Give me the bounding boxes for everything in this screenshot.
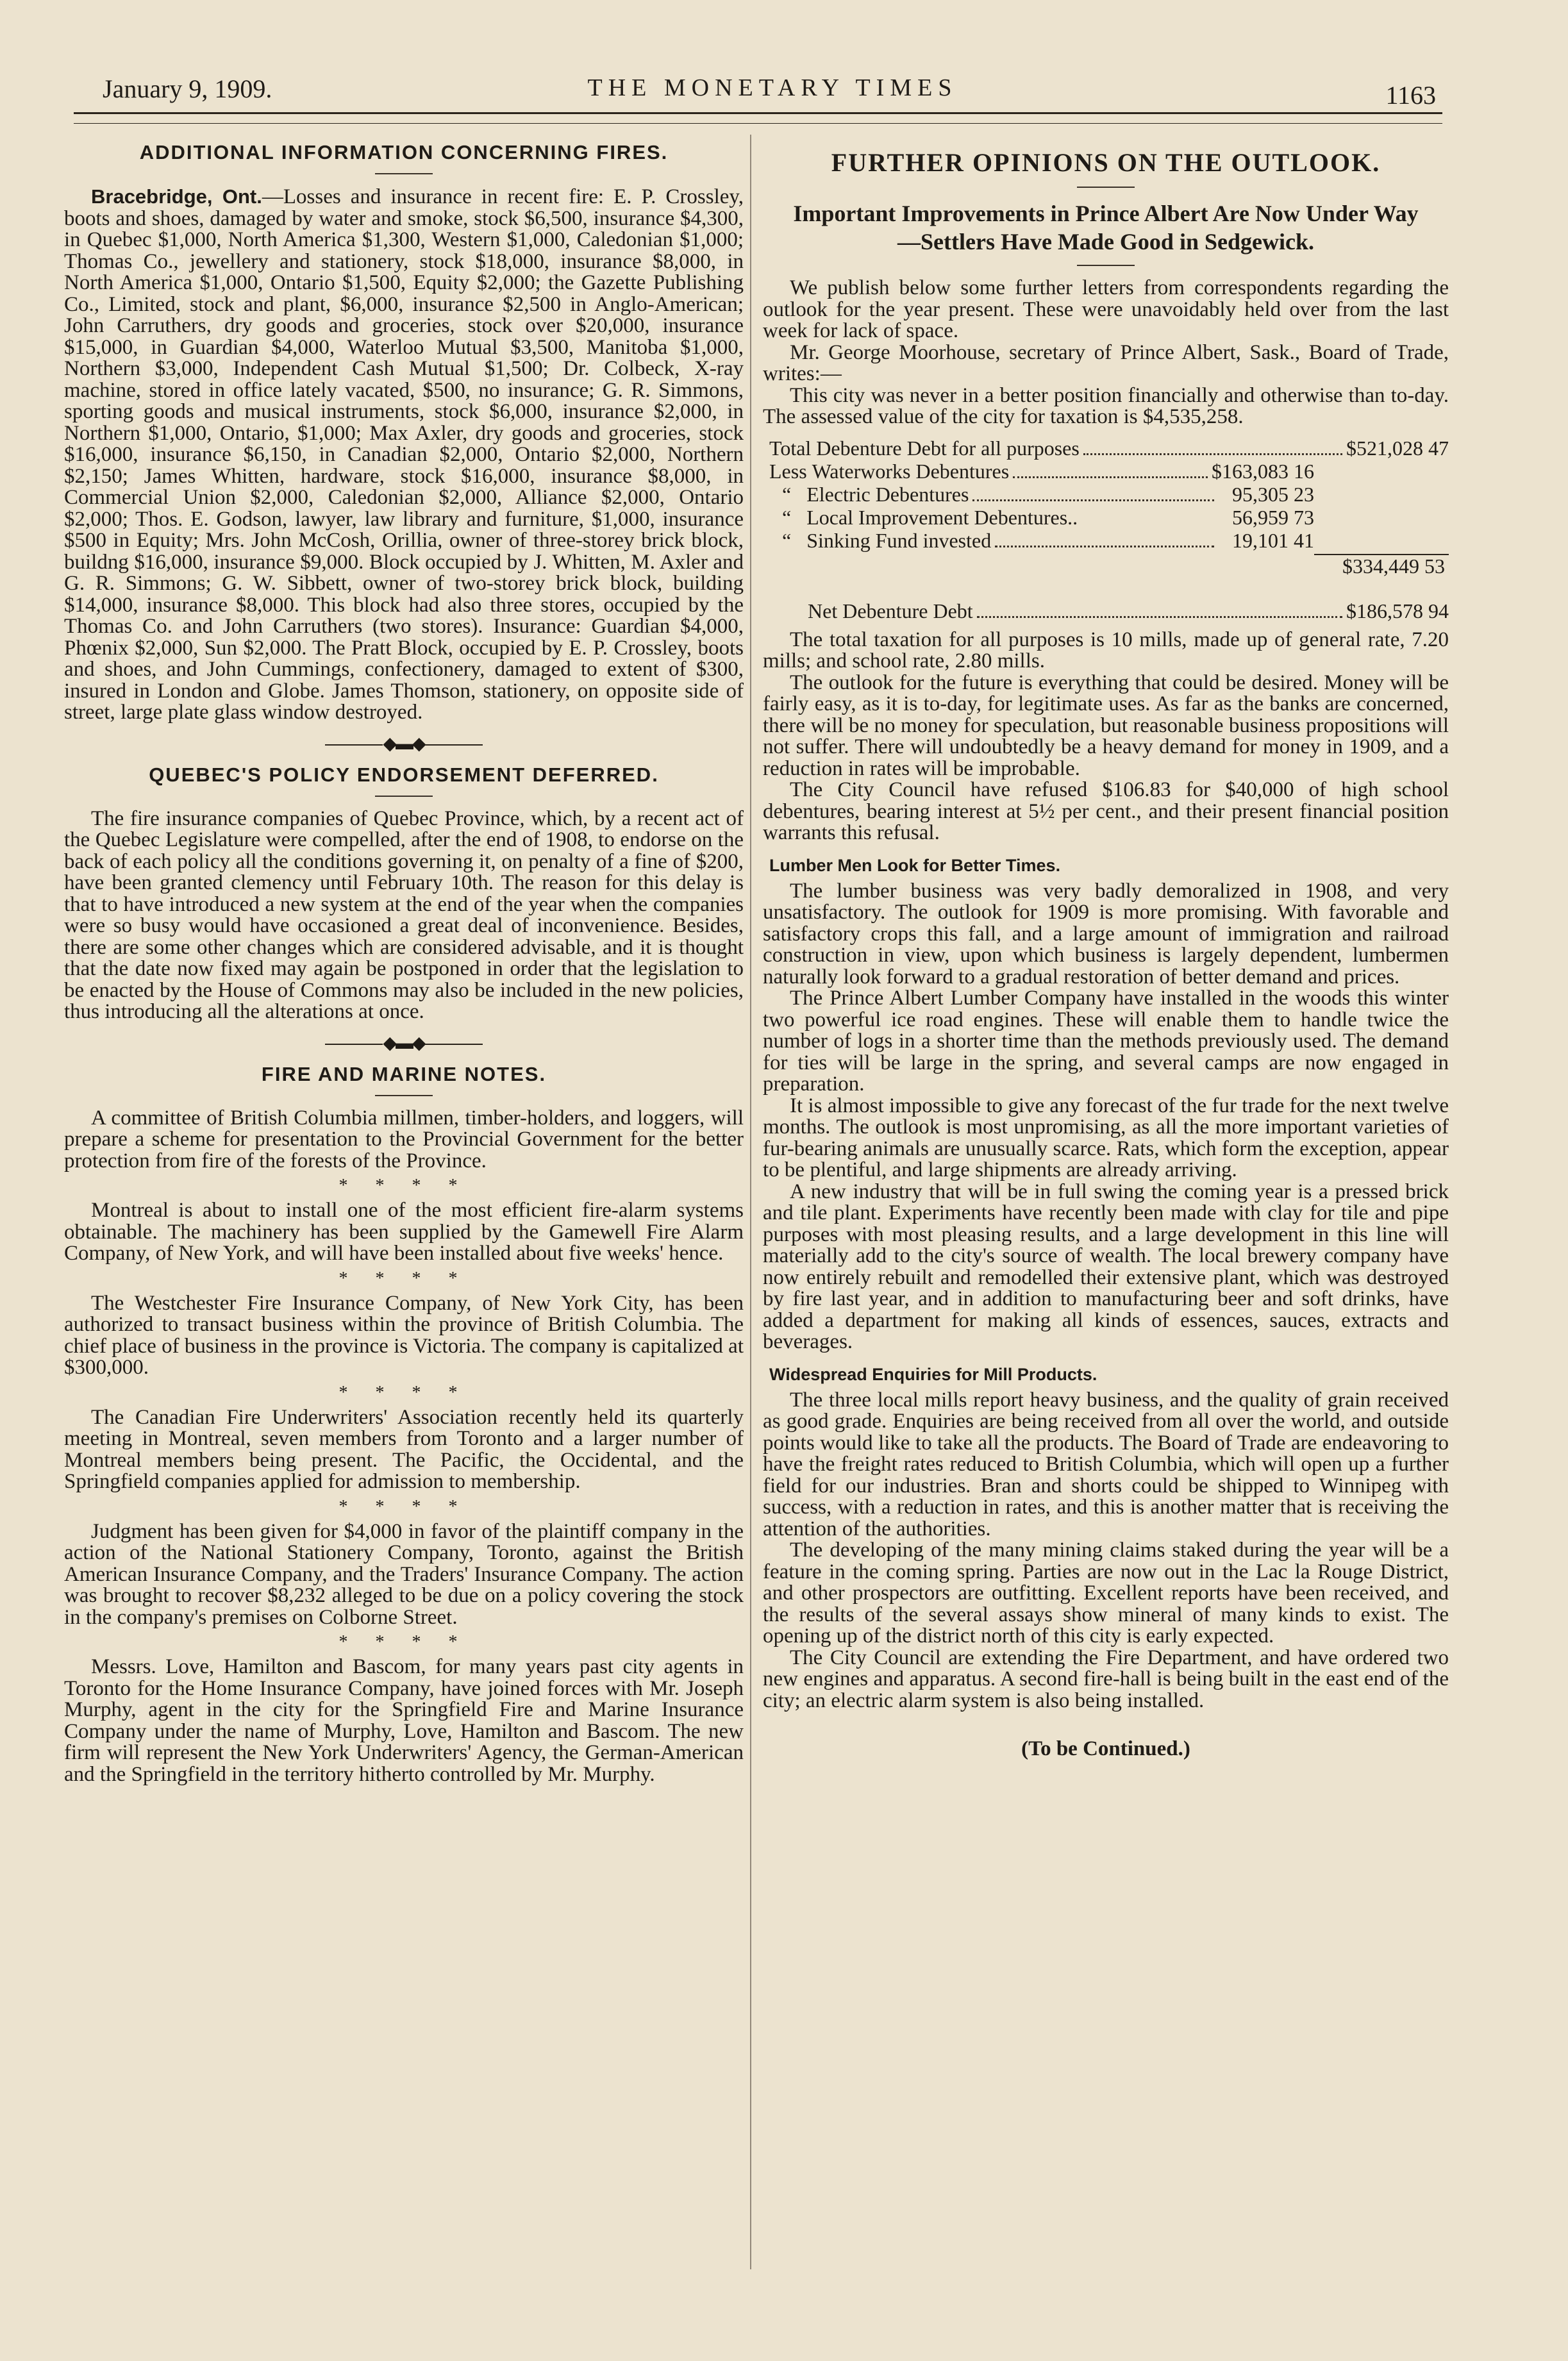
stars-separator: * * * * <box>338 1382 469 1403</box>
heading-rule <box>375 173 433 174</box>
note-item: Judgment has been given for $4,000 in favor of the plaintiff company in the action of the National Stationery Company, Toronto, against the British American Insurance Company, and the Traders' Insurance Company. The action was brought to recover $8,232 alleged to be due on a policy covering the stock in the company's premises on Colborne Street. <box>64 1519 744 1629</box>
stars-separator: * * * * <box>338 1632 469 1652</box>
pa-paragraph: The outlook for the future is everything that could be desired. Money will be fairly easy, as it is to-day, for legitimate uses. As far as the banks are concerned, there will be no money for speculation, but reasonable business propositions will not suffer. There will undoubtedly be a heavy demand for money in 1909, and a reduction in rates will be improbable. <box>763 671 1449 780</box>
fin-label: Waterworks Debentures <box>812 459 1010 483</box>
heading-rule <box>375 796 433 797</box>
fin-row: “ Electric Debentures 95,305 23 <box>782 482 1314 506</box>
page-number: 1163 <box>1385 81 1436 110</box>
fin-row: “ Sinking Fund invested 19,101 41 <box>782 528 1314 552</box>
fires-body: —Losses and insurance in recent fire: E. P. Crossley, boots and shoes, damaged by water and smoke, stock $6,500, insurance $4,300, in Quebec $1,000, North America $1,300, Western $1,000, Caledonian $1,000; Thomas Co., jewellery and stationery, stock $18,000, insurance $8,000, in North America $1,000, Ontario $1,500, Equity $2,000; the Gazette Publishing Co., Limited, stock and plant, $6,000, insurance $2,500 in Anglo-American; John Carruthers, dry goods and groceries, stock over $20,000, insurance $15,000, in Guardian $4,000, Waterloo Mutual $3,500, Manitoba $1,000, Northern $3,000, Independent Cash Mutual $1,500; Dr. Colbeck, X-ray machine, stored in office lately vacated, $500, no insurance; G. R. Simmons, sporting goods and musical instruments, stock $6,000, insurance $2,000, in Northern $1,000, Ontario, $1,000; Max Axler, dry goods and groceries, stock $16,000, insurance $6,150, in Canadian $2,000, Ontario $2,000, Northern $2,150; James Whitten, hardware, stock $16,000, insurance $8,000, in Commercial Union $2,000, Caledonian $2,000, Alliance $2,000, Ontario $2,000; Thos. E. Godson, lawyer, law library and furniture, $1,000, insurance $500 in Equity; Mrs. John McCosh, Orillia, owner of three-storey brick block, buildng $16,000, insurance $9,000. Block occupied by J. Whitten, M. Axler and G. R. Simmons; G. W. Sibbett, owner of two-storey brick block, building $14,000, insurance $8,000. This block had also three stores, occupied by the Thomas Co. and John Carruthers (two stores). Insurance: Guardian $4,000, Phœnix $2,000, Sun $2,000. The Pratt Block, occupied by E. P. Crossley, boots and shoes, and John Cummings, confectionery, damaged to extent of $300, insured in London and Globe. James Thomson, stationery, on opposite side of street, large plate glass window destroyed. <box>64 185 744 724</box>
heading-rule <box>1077 187 1135 188</box>
fin-label: Electric Debentures <box>806 482 969 506</box>
fin-label: Net Debenture Debt <box>808 599 973 622</box>
section-ornament: ◆▬◆ <box>64 733 744 755</box>
fin-less-total: $334,449 53 <box>1342 554 1445 578</box>
fin-label: Total Debenture Debt for all purposes <box>769 436 1080 460</box>
stars-separator: * * * * <box>338 1176 469 1196</box>
fires-heading: ADDITIONAL INFORMATION CONCERNING FIRES. <box>139 141 669 163</box>
debenture-table <box>769 437 1449 623</box>
note-item: Montreal is about to install one of the most efficient fire-alarm systems obtainable. The machinery has been supplied by the Gamewell Fire Alarm Company, of New York, and will have been installed about five weeks' hence. <box>64 1199 744 1265</box>
pa-paragraph: The total taxation for all purposes is 10 mills, made up of general rate, 7.20 mills; and school rate, 2.80 mills. <box>763 628 1449 672</box>
notes-heading: FIRE AND MARINE NOTES. <box>261 1062 547 1085</box>
note-item: The Westchester Fire Insurance Company, of New York City, has been authorized to transact business within the province of British Columbia. The chief place of business in the province is Victoria. The company is capitalized at $300,000. <box>64 1291 744 1379</box>
fin-label: Local Improvement Debentures.. <box>806 505 1078 529</box>
fin-value: $163,083 16 <box>1212 459 1314 483</box>
heading-rule <box>375 1095 433 1096</box>
fin-row-total <box>769 437 1449 460</box>
running-head <box>96 67 1449 112</box>
quebec-heading: QUEBEC'S POLICY ENDORSEMENT DEFERRED. <box>149 763 659 786</box>
outlook-heading: FURTHER OPINIONS ON THE OUTLOOK. <box>831 148 1381 177</box>
stars-separator: * * * * <box>338 1496 469 1517</box>
fin-label: Sinking Fund invested <box>806 528 992 552</box>
lumber-paragraph: The Prince Albert Lumber Company have installed in the woods this winter two powerful ice road engines. These will enable them to handle twice the number of logs in a shorter time than the methods previously used. The demand for ties will be large in the spring, and several camps are now engaged in preparation. <box>763 987 1449 1096</box>
right-column <box>763 135 1449 1761</box>
intro-paragraph: This city was never in a better position financially and otherwise than to-day. The assessed value of the city for taxation is $4,535,258. <box>763 383 1449 428</box>
pa-paragraph: The City Council have refused $106.83 for $40,000 of high school debentures, bearing interest at 5½ per cent., and their present financial position warrants this refusal. <box>763 778 1449 844</box>
note-item: The Canadian Fire Underwriters' Association recently held its quarterly meeting in Montreal, seven members from Toronto and a larger number of Montreal members being present. The Pacific, the Occidental, and the Springfield companies applied for admission to membership. <box>64 1405 744 1493</box>
note-item: Messrs. Love, Hamilton and Bascom, for many years past city agents in Toronto for the Home Insurance Company, have joined forces with Mr. Joseph Murphy, agent in the city for the Springfield Fire and Marine Insurance Company under the name of Murphy, Love, Hamilton and Bascom. The new firm will represent the New York Underwriters' Agency, the German-American and the Springfield in the territory hitherto controlled by Mr. Murphy. <box>64 1655 744 1786</box>
fin-row: Less Waterworks Debentures $163,083 16 <box>769 459 1314 483</box>
left-column <box>64 135 744 1785</box>
issue-date: January 9, 1909. <box>103 74 272 103</box>
column-divider <box>750 135 751 2269</box>
heading-rule <box>1077 265 1135 266</box>
lumber-subheading: Lumber Men Look for Better Times. <box>769 855 1061 875</box>
fin-value: 56,959 73 <box>1232 505 1314 529</box>
mill-paragraph: The developing of the many mining claims staked during the year will be a feature in the coming spring. Parties are now out in the Lac la Rouge District, and other prospectors are outfitting. Excellent reports have been received, and the results of the several assays show mineral of many kinds to exist. The opening up of the district north of this city is early expected. <box>763 1539 1449 1648</box>
stars-separator: * * * * <box>338 1268 469 1289</box>
section-ornament: ◆▬◆ <box>64 1032 744 1054</box>
intro-paragraph: Mr. George Moorhouse, secretary of Prince Albert, Sask., Board of Trade, writes:— <box>763 340 1449 385</box>
fires-lead: Bracebridge, Ont. <box>91 185 262 208</box>
header-rule <box>74 112 1442 124</box>
publication-title: THE MONETARY TIMES <box>587 74 958 101</box>
fin-row: “ Local Improvement Debentures.. 56,959 73 <box>782 505 1314 529</box>
fin-value: $186,578 94 <box>1346 599 1449 622</box>
fin-value: 95,305 23 <box>1232 482 1314 506</box>
outlook-deck: Important Improvements in Prince Albert Are Now Under Way—Settlers Have Made Good in Sedgewick. <box>793 201 1419 254</box>
fires-paragraph <box>64 186 744 724</box>
quebec-paragraph: The fire insurance companies of Quebec Province, which, by a recent act of the Quebec Legislature were compelled, after the end of 1908, to endorse on the back of each policy all the conditions governing it, on penalty of a fine of $200, have been granted clemency until February 10th. The reason for this delay is that to have introduced a new system at the end of the year when the companies were so busy would have occasioned a great deal of inconvenience. Besides, there are some other changes which are considered advisable, and it is thought that the date now fixed may again be postponed in order that the legislation to be enacted by the House of Commons may also be included in the new policies, thus introducing all the alterations at once. <box>64 806 744 1023</box>
mill-paragraph: The three local mills report heavy business, and the quality of grain received as good grade. Enquiries are being received from all over the world, and outside points would like to take all the products. The Board of Trade are endeavoring to have the freight rates reduced to British Columbia, which will open up a further field for our industries. Bran and shorts could be shipped to Winnipeg with success, with a reduction in rates, and this is another matter that is receiving the attention of the authorities. <box>763 1388 1449 1540</box>
note-item: A committee of British Columbia millmen, timber-holders, and loggers, will prepare a scheme for presentation to the Provincial Government for the better protection from fire of the forests of the Province. <box>64 1106 744 1172</box>
mill-subheading: Widespread Enquiries for Mill Products. <box>769 1364 1097 1384</box>
intro-paragraph: We publish below some further letters from correspondents regarding the outlook for the year present. These were unavoidably held over from the last week for lack of space. <box>763 276 1449 342</box>
mill-paragraph: The City Council are extending the Fire Department, and have ordered two new engines and apparatus. A second fire-hall is being built in the east end of the city; an electric alarm system is also being installed. <box>763 1646 1449 1712</box>
lumber-paragraph: It is almost impossible to give any forecast of the fur trade for the next twelve months. The outlook is most unpromising, as all the more important varieties of fur-bearing animals are unusually scarce. Rats, which form the exception, appear to be plentiful, and large shipments are already arriving. <box>763 1094 1449 1181</box>
lumber-paragraph: The lumber business was very badly demoralized in 1908, and very unsatisfactory. The outlook for 1909 is more promising. With favorable and satisfactory crops this fall, and a large amount of immigration and railroad construction in view, upon which business is largely dependent, lumbermen naturally look forward to a gradual restoration of better demand and prices. <box>763 879 1449 989</box>
lumber-paragraph: A new industry that will be in full swing the coming year is a pressed brick and tile plant. Experiments have recently been made with clay for tile and pipe purposes with most pleasing results, and a large development in this line will materially add to the city's source of wealth. The local brewery company have now entirely rebuilt and remodelled their extensive plant, which was destroyed by fire last year, and in addition to manufacturing beer and soft drinks, have added a department for making all kinds of essences, sauces, extracts and beverages. <box>763 1180 1449 1353</box>
continued-note: (To be Continued.) <box>1021 1737 1190 1760</box>
fin-row-net <box>769 600 1449 623</box>
fin-value: $521,028 47 <box>1346 436 1449 460</box>
fin-value: 19,101 41 <box>1232 528 1314 552</box>
